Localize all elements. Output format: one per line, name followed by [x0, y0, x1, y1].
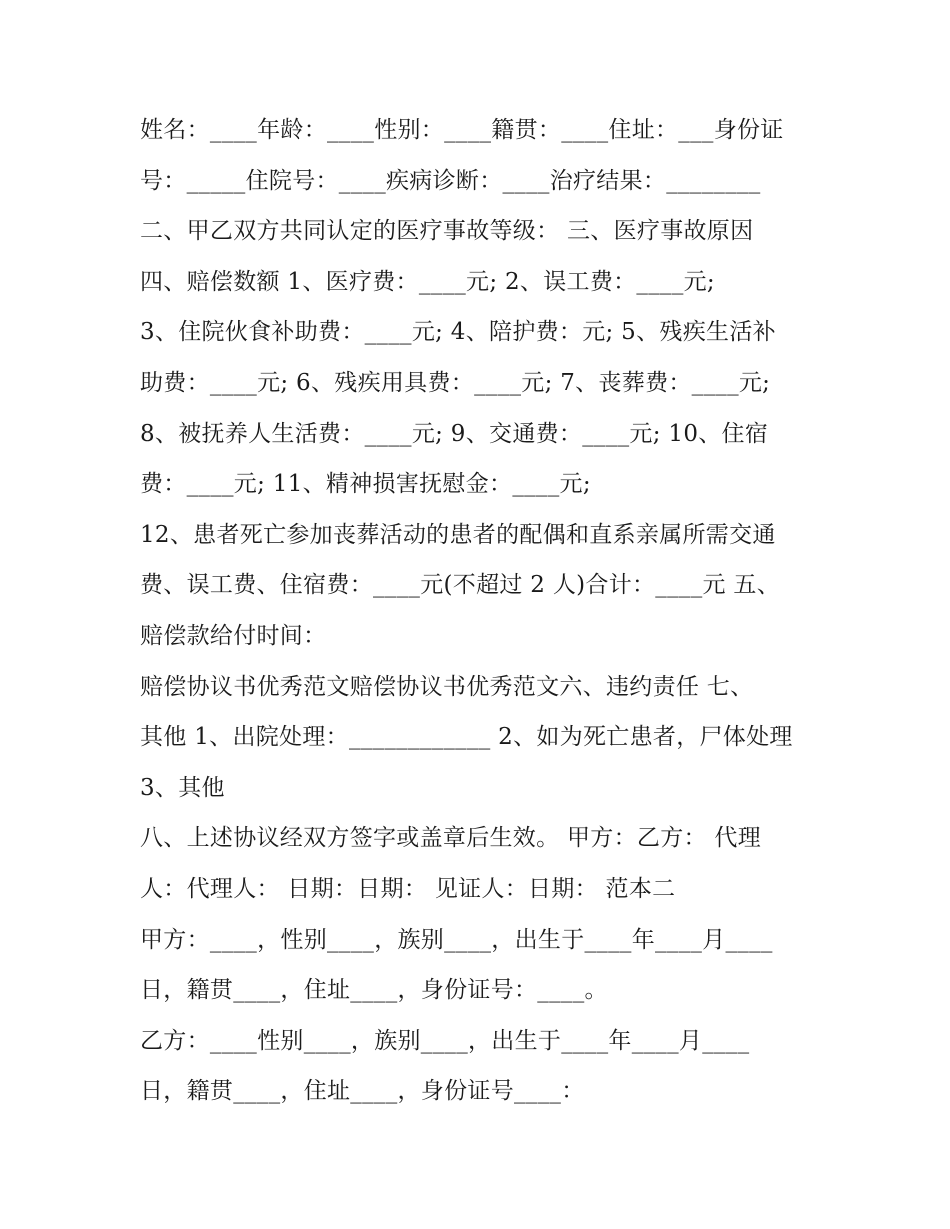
text-line-disability-aid: 助费：____元; 6、残疾用具费：____元; 7、丧葬费：____元;	[140, 369, 771, 396]
text-line-party-b-address: 日，籍贯____，住址____，身份证号____：	[140, 1078, 585, 1105]
text-line-funeral-relatives: 12、患者死亡参加丧葬活动的患者的配偶和直系亲属所需交通	[140, 521, 776, 548]
text-line-patient-info: 姓名：____年龄：____性别：____籍贯：____住址：___身份证	[140, 117, 784, 143]
text-line-signatures: 人：代理人： 日期：日期： 见证人：日期： 范本二	[140, 875, 676, 902]
text-line-dependents: 8、被抚养人生活费：____元; 9、交通费：____元; 10、住宿	[140, 420, 769, 447]
text-line-party-a: 甲方：____，性别____，族别____，出生于____年____月____	[140, 926, 773, 953]
text-line-accident-grade: 二、甲乙双方共同认定的医疗事故等级： 三、医疗事故原因	[140, 218, 754, 245]
text-line-meal-allowance: 3、住院伙食补助费：____元; 4、陪护费：元; 5、残疾生活补	[140, 319, 776, 346]
text-line-hospital-number: 号：_____住院号：____疾病诊断：____治疗结果：________	[140, 167, 761, 194]
text-line-discharge-handling: 其他 1、出院处理：____________ 2、如为死亡患者，尸体处理	[140, 724, 793, 751]
text-line-party-b: 乙方：____性别____，族别____，出生于____年____月____	[140, 1027, 750, 1054]
text-line-payment-time: 赔偿款给付时间：	[140, 622, 327, 649]
text-line-other: 3、其他	[140, 774, 225, 801]
text-line-effective: 八、上述协议经双方签字或盖章后生效。 甲方：乙方： 代理	[140, 825, 762, 852]
text-line-mental-damages: 费：____元; 11、精神损害抚慰金：____元;	[140, 471, 591, 498]
text-line-party-a-address: 日，籍贯____，住址____，身份证号：____。	[140, 977, 608, 1004]
document-body	[140, 105, 820, 1117]
text-line-compensation-amount: 四、赔偿数额 1、医疗费：____元; 2、误工费：____元;	[140, 268, 715, 295]
text-line-total: 费、误工费、住宿费：____元(不超过 2 人)合计：____元 五、	[140, 572, 781, 599]
text-line-breach-liability: 赔偿协议书优秀范文赔偿协议书优秀范文六、违约责任 七、	[140, 673, 754, 700]
